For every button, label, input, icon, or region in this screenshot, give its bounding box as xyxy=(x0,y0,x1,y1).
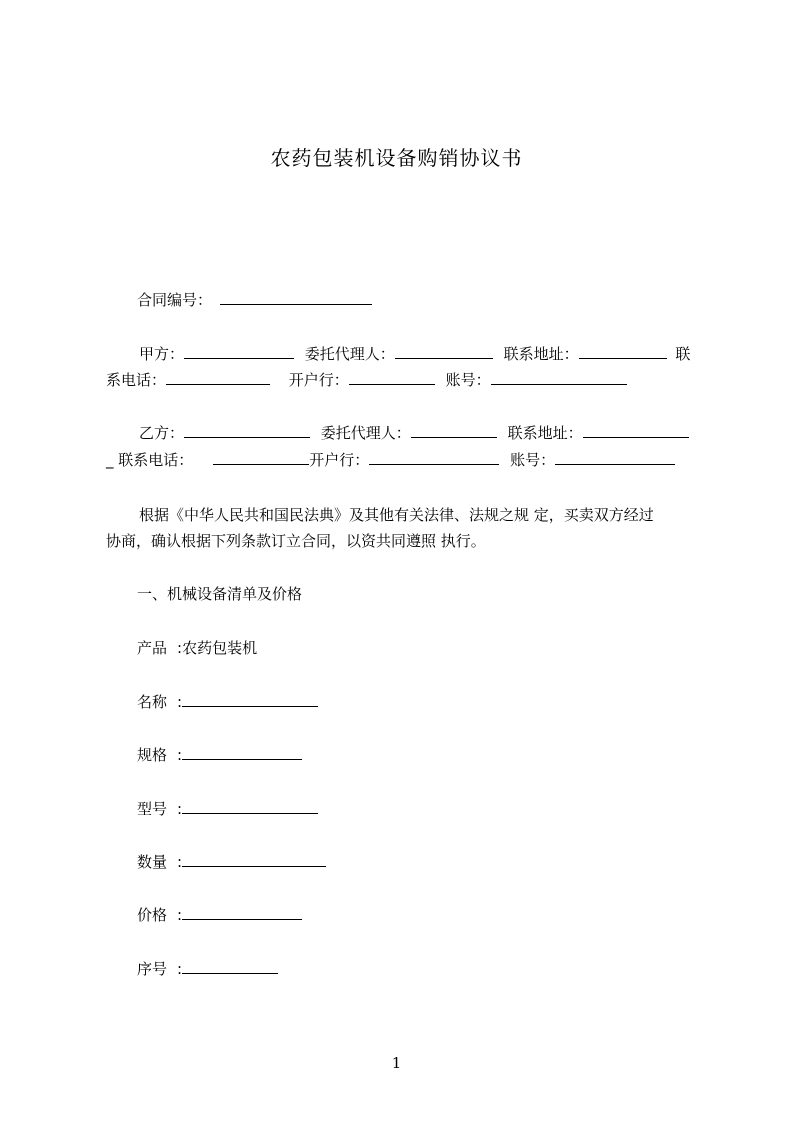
party-b-account-label: 账号： xyxy=(510,451,556,469)
party-b-address-blank xyxy=(583,422,689,438)
preamble-line-2: 协商，确认根据下列条款订立合同，以资共同遵照 执行。 xyxy=(106,532,486,550)
field-quantity-blank xyxy=(182,851,326,867)
product-label: 产品 xyxy=(137,639,168,657)
field-quantity-line xyxy=(137,849,326,875)
field-spec-label: 规格 xyxy=(137,746,168,764)
field-serial-colon: : xyxy=(177,960,183,978)
party-a-agent-label: 委托代理人： xyxy=(304,345,395,363)
field-quantity-colon: : xyxy=(177,853,183,871)
party-a-bank-label: 开户行： xyxy=(288,371,349,389)
preamble-line-1: 根据《中华人民共和国民法典》及其他有关法律、法规之规 定，买卖双方经过 xyxy=(139,506,654,524)
party-b-agent-label: 委托代理人： xyxy=(320,424,411,442)
contract-number-label: 合同编号： xyxy=(137,291,213,309)
field-name-colon: : xyxy=(177,693,183,711)
field-name-blank xyxy=(182,691,318,707)
contract-number-line xyxy=(137,287,372,313)
party-b-phone-blank xyxy=(213,449,309,465)
party-a-line-1 xyxy=(139,341,690,367)
party-b-line-2 xyxy=(106,447,675,473)
party-a-bank-blank xyxy=(349,369,435,385)
field-price-line xyxy=(137,902,302,928)
party-a-agent-blank xyxy=(395,343,493,359)
field-spec-line xyxy=(137,742,302,768)
product-line xyxy=(137,635,257,661)
field-quantity-label: 数量 xyxy=(137,853,168,871)
party-a-name-blank xyxy=(184,343,294,359)
party-b-phone-label: _ 联系电话： xyxy=(106,451,194,469)
field-model-line xyxy=(137,796,318,822)
party-b-label: 乙方： xyxy=(139,424,185,442)
party-a-address-blank xyxy=(579,343,667,359)
party-a-line-2 xyxy=(106,367,627,393)
field-serial-blank xyxy=(182,958,278,974)
party-a-account-label: 账号： xyxy=(445,371,491,389)
party-a-phone-blank xyxy=(166,369,270,385)
field-price-label: 价格 xyxy=(137,906,168,924)
field-serial-label: 序号 xyxy=(137,960,168,978)
party-b-bank-blank xyxy=(369,449,499,465)
field-price-blank xyxy=(182,904,302,920)
party-a-phone-label-head: 联 xyxy=(675,345,691,363)
field-spec-blank xyxy=(182,744,302,760)
party-a-address-label: 联系地址： xyxy=(503,345,579,363)
field-model-blank xyxy=(182,798,318,814)
party-b-agent-blank xyxy=(411,422,497,438)
section-1-heading: 一、机械设备清单及价格 xyxy=(137,585,303,603)
party-b-line-1 xyxy=(139,420,689,446)
field-name-line xyxy=(137,689,318,715)
field-model-label: 型号 xyxy=(137,800,168,818)
contract-number-blank xyxy=(220,289,372,305)
party-b-account-blank xyxy=(555,449,675,465)
product-value: :农药包装机 xyxy=(177,639,258,657)
field-serial-line xyxy=(137,956,278,982)
field-spec-colon: : xyxy=(177,746,183,764)
field-price-colon: : xyxy=(177,906,183,924)
page-number: 1 xyxy=(391,1054,402,1072)
party-b-name-blank xyxy=(184,422,310,438)
party-a-label: 甲方： xyxy=(139,345,185,363)
document-title: 农药包装机设备购销协议书 xyxy=(270,146,523,170)
field-model-colon: : xyxy=(177,800,183,818)
field-name-label: 名称 xyxy=(137,693,168,711)
party-a-account-blank xyxy=(491,369,627,385)
party-b-address-label: 联系地址： xyxy=(507,424,583,442)
party-b-bank-label: 开户行： xyxy=(309,451,370,469)
party-a-phone-label-tail: 系电话： xyxy=(106,371,167,389)
